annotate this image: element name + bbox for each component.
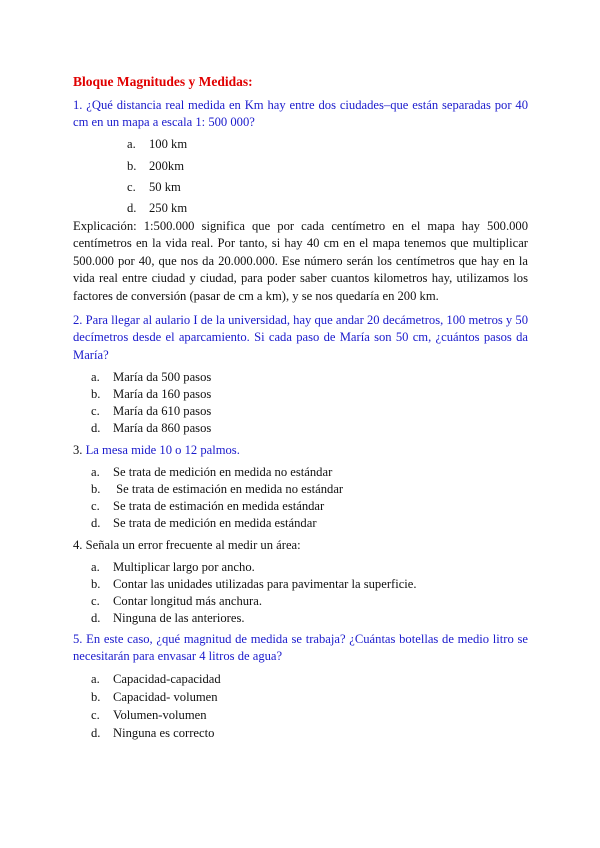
question-4-text: 4. Señala un error frecuente al medir un área: [73, 538, 301, 552]
question-3 [73, 442, 528, 459]
q5-option-a-letter: a. [91, 672, 100, 686]
q2-option-c-text: María da 610 pasos [113, 404, 212, 418]
q2-option-d-text: María da 860 pasos [113, 421, 212, 435]
q1-option-a-text: 100 km [149, 137, 188, 151]
q5-option-d-letter: d. [91, 726, 101, 740]
q5-option-c-letter: c. [91, 708, 100, 722]
q5-option-b-text: Capacidad- volumen [113, 690, 218, 704]
q4-option-d-text: Ninguna de las anteriores. [113, 611, 245, 625]
q3-option-d-text: Se trata de medición en medida estándar [113, 516, 317, 530]
question-3-number: 3. [73, 443, 83, 457]
q1-option-c-letter: c. [127, 180, 136, 194]
q3-option-b-text: Se trata de estimación en medida no estándar [113, 482, 344, 496]
q2-option-d-letter: d. [91, 421, 101, 435]
q1-option-a [127, 136, 187, 153]
q5-option-c [91, 707, 207, 724]
q5-option-d [91, 725, 214, 742]
q2-option-a [91, 369, 211, 386]
q2-option-b [91, 386, 211, 403]
q3-option-c-text: Se trata de estimación en medida estándar [113, 499, 325, 513]
q5-option-a [91, 671, 221, 688]
q3-option-a-letter: a. [91, 465, 100, 479]
q4-option-b [91, 576, 417, 593]
q2-option-a-letter: a. [91, 370, 100, 384]
q4-option-c [91, 593, 262, 610]
q5-option-d-text: Ninguna es correcto [113, 726, 215, 740]
q2-option-b-text: María da 160 pasos [113, 387, 212, 401]
q3-option-d-letter: d. [91, 516, 101, 530]
section-heading: Bloque Magnitudes y Medidas: [73, 74, 253, 89]
question-2-text: 2. Para llegar al aulario I de la universidad, hay que andar 20 decámetros, 100 metros y 50 decímetros desde el aparcamiento. Si cada paso de María son 50 cm, ¿cuántos pasos da María? [73, 313, 528, 362]
q4-option-c-letter: c. [91, 594, 100, 608]
q3-option-d [91, 515, 317, 532]
q5-option-a-text: Capacidad-capacidad [113, 672, 221, 686]
q5-option-c-text: Volumen-volumen [113, 708, 207, 722]
q3-option-a-text: Se trata de medición en medida no estándar [113, 465, 333, 479]
q1-explanation: Explicación: 1:500.000 significa que por cada centímetro en el mapa hay 500.000 centímetros en la vida real. Por tanto, si hay 40 cm en el mapa tenemos que multiplicar 500.000 por 40, que nos da 20.000.000. Ese número serán los centímetros que hay en la vida real entre ciudad y ciudad, para poder saber cuantos kilometros hay, utilizamos los factores de conversión (pasar de cm a km), y se nos quedaría en 200 km. [73, 219, 528, 303]
question-5-text: 5. En este caso, ¿qué magnitud de medida se trabaja? ¿Cuántas botellas de medio litro se necesitarán para envasar 4 litros de agua? [73, 632, 528, 664]
q1-option-b-text: 200km [149, 159, 184, 173]
q1-option-d-letter: d. [127, 201, 137, 215]
q4-option-b-letter: b. [91, 577, 101, 591]
q4-option-d-letter: d. [91, 611, 101, 625]
q5-option-b [91, 689, 218, 706]
question-1-text: 1. ¿Qué distancia real medida en Km hay entre dos ciudades–que están separadas por 40 cm en un mapa a escala 1: 500 000? [73, 98, 528, 130]
q2-option-d [91, 420, 211, 437]
q3-option-b [91, 481, 343, 498]
q3-option-c-letter: c. [91, 499, 100, 513]
q1-option-c [127, 179, 181, 196]
q4-option-a-letter: a. [91, 560, 100, 574]
q1-option-d-text: 250 km [149, 201, 188, 215]
q2-option-b-letter: b. [91, 387, 101, 401]
q1-option-d [127, 200, 187, 217]
q2-option-c-letter: c. [91, 404, 100, 418]
q1-option-a-letter: a. [127, 137, 136, 151]
q3-option-b-letter: b. [91, 482, 101, 496]
q5-option-b-letter: b. [91, 690, 101, 704]
q4-option-a-text: Multiplicar largo por ancho. [113, 560, 255, 574]
q4-option-d [91, 610, 245, 627]
q1-option-c-text: 50 km [149, 180, 181, 194]
q1-option-b [127, 158, 184, 175]
q4-option-c-text: Contar longitud más anchura. [113, 594, 262, 608]
q4-option-b-text: Contar las unidades utilizadas para pavimentar la superficie. [113, 577, 417, 591]
question-3-text: La mesa mide 10 o 12 palmos. [85, 443, 240, 457]
q2-option-c [91, 403, 211, 420]
q4-option-a [91, 559, 255, 576]
q1-option-b-letter: b. [127, 159, 137, 173]
q2-option-a-text: María da 500 pasos [113, 370, 212, 384]
q3-option-c [91, 498, 324, 515]
q3-option-a [91, 464, 332, 481]
